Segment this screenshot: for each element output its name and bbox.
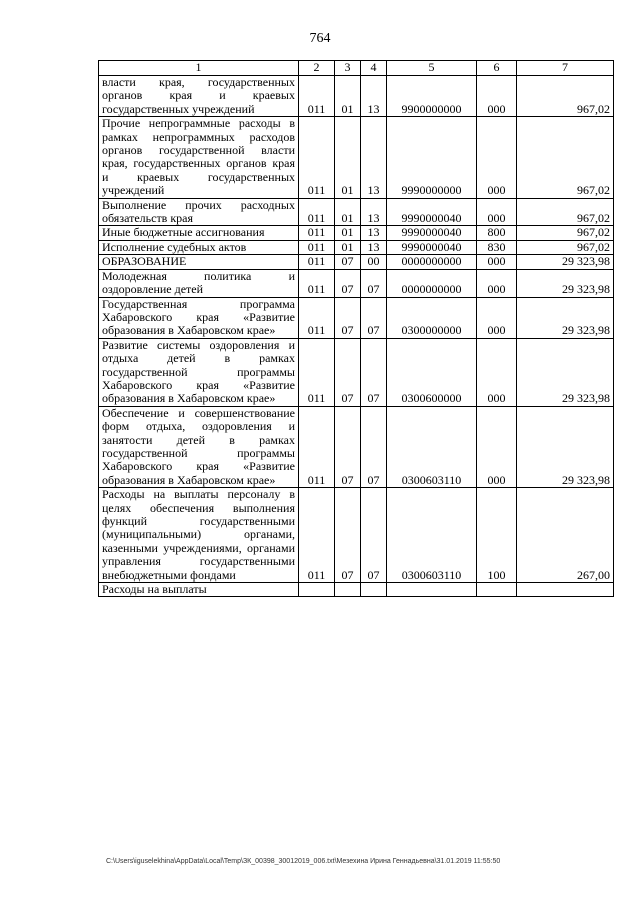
row-expense-type: 830 bbox=[477, 240, 517, 254]
row-target-article: 9990000040 bbox=[387, 198, 477, 226]
row-name: Прочие непрограммные расходы в рамках непрограммных расходов органов государственной власти края, государственных органов края и краевых государственных учреждений bbox=[99, 117, 299, 198]
row-section: 07 bbox=[335, 269, 361, 297]
row-subsection: 00 bbox=[361, 255, 387, 269]
row-amount: 267,00 bbox=[517, 488, 614, 583]
row-expense-type bbox=[477, 583, 517, 597]
row-admin-code: 011 bbox=[299, 488, 335, 583]
row-target-article: 9990000000 bbox=[387, 117, 477, 198]
table-row bbox=[99, 240, 614, 254]
row-target-article: 0000000000 bbox=[387, 255, 477, 269]
row-section bbox=[335, 583, 361, 597]
row-name: Выполнение прочих расходных обязательств края bbox=[99, 198, 299, 226]
row-section: 01 bbox=[335, 76, 361, 117]
row-target-article: 0300000000 bbox=[387, 297, 477, 338]
row-admin-code bbox=[299, 583, 335, 597]
row-admin-code: 011 bbox=[299, 406, 335, 487]
table-row bbox=[99, 198, 614, 226]
row-amount: 29 323,98 bbox=[517, 406, 614, 487]
row-target-article: 0300603110 bbox=[387, 406, 477, 487]
row-section: 07 bbox=[335, 406, 361, 487]
row-name: Исполнение судебных актов bbox=[99, 240, 299, 254]
table-row bbox=[99, 226, 614, 240]
row-subsection: 07 bbox=[361, 269, 387, 297]
row-amount bbox=[517, 583, 614, 597]
row-subsection bbox=[361, 583, 387, 597]
row-amount: 29 323,98 bbox=[517, 297, 614, 338]
row-target-article: 0300603110 bbox=[387, 488, 477, 583]
row-admin-code: 011 bbox=[299, 338, 335, 406]
row-target-article: 9990000040 bbox=[387, 226, 477, 240]
row-expense-type: 000 bbox=[477, 297, 517, 338]
header-col-5: 5 bbox=[387, 61, 477, 76]
row-subsection: 13 bbox=[361, 76, 387, 117]
table-row bbox=[99, 338, 614, 406]
row-subsection: 07 bbox=[361, 406, 387, 487]
row-expense-type: 000 bbox=[477, 198, 517, 226]
row-amount: 967,02 bbox=[517, 117, 614, 198]
row-target-article: 9990000040 bbox=[387, 240, 477, 254]
row-expense-type: 100 bbox=[477, 488, 517, 583]
row-amount: 967,02 bbox=[517, 226, 614, 240]
row-section: 01 bbox=[335, 226, 361, 240]
row-admin-code: 011 bbox=[299, 226, 335, 240]
row-target-article: 9900000000 bbox=[387, 76, 477, 117]
table-row bbox=[99, 488, 614, 583]
row-subsection: 13 bbox=[361, 240, 387, 254]
table-row bbox=[99, 117, 614, 198]
row-amount: 29 323,98 bbox=[517, 255, 614, 269]
budget-table bbox=[98, 60, 614, 597]
row-admin-code: 011 bbox=[299, 117, 335, 198]
row-section: 01 bbox=[335, 198, 361, 226]
row-expense-type: 000 bbox=[477, 117, 517, 198]
row-expense-type: 000 bbox=[477, 406, 517, 487]
row-admin-code: 011 bbox=[299, 240, 335, 254]
header-col-1: 1 bbox=[99, 61, 299, 76]
row-section: 07 bbox=[335, 255, 361, 269]
row-target-article bbox=[387, 583, 477, 597]
header-col-3: 3 bbox=[335, 61, 361, 76]
row-admin-code: 011 bbox=[299, 198, 335, 226]
row-subsection: 13 bbox=[361, 226, 387, 240]
row-expense-type: 800 bbox=[477, 226, 517, 240]
row-amount: 967,02 bbox=[517, 76, 614, 117]
row-target-article: 0000000000 bbox=[387, 269, 477, 297]
header-col-6: 6 bbox=[477, 61, 517, 76]
row-admin-code: 011 bbox=[299, 269, 335, 297]
row-name: Государственная программа Хабаровского края «Развитие образования в Хабаровском крае» bbox=[99, 297, 299, 338]
row-name: Иные бюджетные ассигнования bbox=[99, 226, 299, 240]
row-expense-type: 000 bbox=[477, 76, 517, 117]
row-admin-code: 011 bbox=[299, 297, 335, 338]
table-row bbox=[99, 76, 614, 117]
header-col-4: 4 bbox=[361, 61, 387, 76]
row-amount: 967,02 bbox=[517, 240, 614, 254]
table-row bbox=[99, 583, 614, 597]
row-expense-type: 000 bbox=[477, 269, 517, 297]
page-number: 764 bbox=[309, 31, 331, 46]
row-name: власти края, государственных органов края и краевых государственных учреждений bbox=[99, 76, 299, 117]
header-col-7: 7 bbox=[517, 61, 614, 76]
row-name: Обеспечение и совершенствование форм отдыха, оздоровления и занятости детей в рамках государственной программы Хабаровского края «Развитие образования в Хабаровском крае» bbox=[99, 406, 299, 487]
table-row bbox=[99, 406, 614, 487]
row-subsection: 13 bbox=[361, 198, 387, 226]
row-expense-type: 000 bbox=[477, 338, 517, 406]
row-expense-type: 000 bbox=[477, 255, 517, 269]
row-admin-code: 011 bbox=[299, 76, 335, 117]
table-row bbox=[99, 297, 614, 338]
row-name: ОБРАЗОВАНИЕ bbox=[99, 255, 299, 269]
row-section: 07 bbox=[335, 338, 361, 406]
row-name: Молодежная политика и оздоровление детей bbox=[99, 269, 299, 297]
row-amount: 29 323,98 bbox=[517, 269, 614, 297]
row-subsection: 07 bbox=[361, 338, 387, 406]
row-subsection: 07 bbox=[361, 488, 387, 583]
row-target-article: 0300600000 bbox=[387, 338, 477, 406]
row-amount: 29 323,98 bbox=[517, 338, 614, 406]
row-amount: 967,02 bbox=[517, 198, 614, 226]
file-path-footer: C:\Users\iguselekhina\AppData\Local\Temp\ЗК_00398_30012019_006.txt\Мезехина Ирина Геннадьевна\31.01.2019 11:55:50 bbox=[106, 858, 501, 865]
row-section: 07 bbox=[335, 488, 361, 583]
row-subsection: 13 bbox=[361, 117, 387, 198]
row-name: Расходы на выплаты персоналу в целях обеспечения выполнения функций государственными (муниципальными) органами, казенными учреждениями, органами управления государственными внебюджетными фондами bbox=[99, 488, 299, 583]
row-section: 01 bbox=[335, 117, 361, 198]
row-subsection: 07 bbox=[361, 297, 387, 338]
row-name: Расходы на выплаты bbox=[99, 583, 299, 597]
row-section: 01 bbox=[335, 240, 361, 254]
row-name: Развитие системы оздоровления и отдыха детей в рамках государственной программы Хабаровского края «Развитие образования в Хабаровском крае» bbox=[99, 338, 299, 406]
row-section: 07 bbox=[335, 297, 361, 338]
table-row bbox=[99, 269, 614, 297]
table-row bbox=[99, 255, 614, 269]
header-row bbox=[99, 61, 614, 76]
header-col-2: 2 bbox=[299, 61, 335, 76]
row-admin-code: 011 bbox=[299, 255, 335, 269]
